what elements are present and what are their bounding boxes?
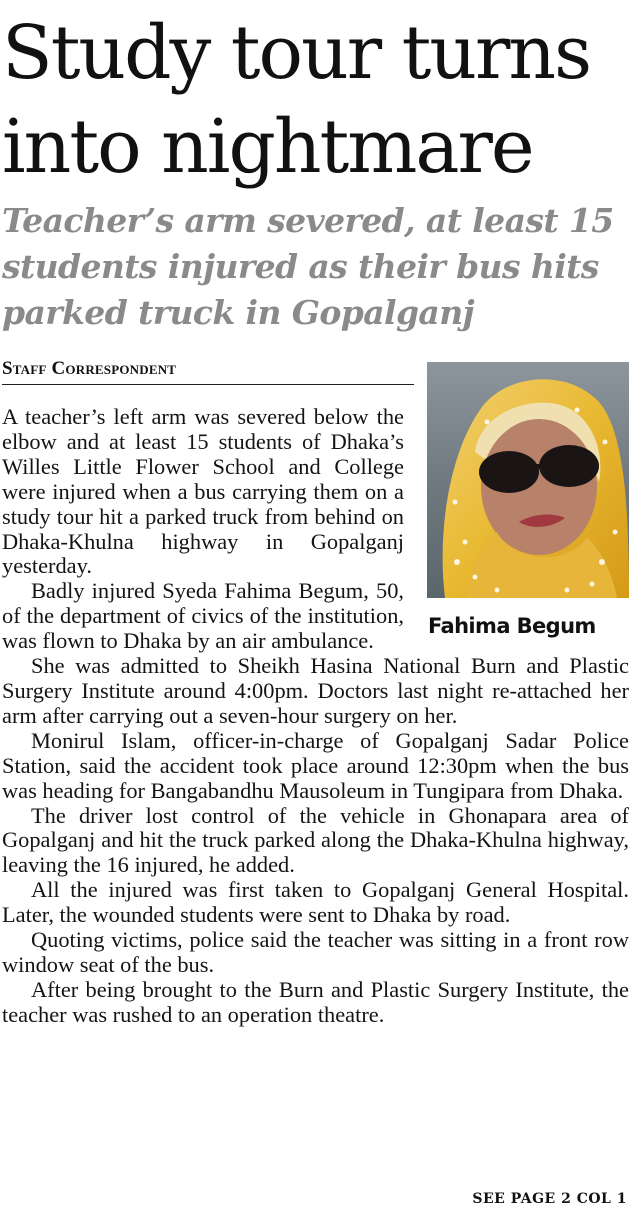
photo-caption: Fahima Begum	[428, 614, 596, 638]
paragraph: A teacher’s left arm was severed below the elbow and at least 15 students of Dhaka’s Willes Little Flower School and College were injured when a bus carrying them on a study tour hit a parked truck from behind on Dhaka-Khulna highway in Gopalganj yesterday.	[2, 404, 404, 579]
paragraph: Quoting victims, police said the teacher was sitting in a front row window seat of the bus.	[2, 927, 629, 977]
continued-on-page-link[interactable]: SEE PAGE 2 COL 1	[472, 1191, 627, 1207]
headline: Study tour turns into nightmare	[2, 10, 591, 190]
article-body	[2, 405, 629, 1028]
paragraph: Badly injured Syeda Fahima Begum, 50, of the department of civics of the institution, was flown to Dhaka by an air ambulance.	[2, 578, 404, 654]
paragraph: She was admitted to Sheikh Hasina National Burn and Plastic Surgery Institute around 4:00pm. Doctors last night re-attached her arm after carrying out a seven-hour surgery on her.	[2, 653, 629, 728]
byline: Staff Correspondent	[2, 358, 414, 385]
paragraph: Monirul Islam, officer-in-charge of Gopalganj Sadar Police Station, said the accident took place around 12:30pm when the bus was heading for Bangabandhu Mausoleum in Tungipara from Dhaka.	[2, 727, 629, 803]
paragraph: All the injured was first taken to Gopalganj General Hospital. Later, the wounded students were sent to Dhaka by road.	[2, 877, 629, 928]
subheadline: Teacher’s arm severed, at least 15 students injured as their bus hits parked truck in Gopalganj	[2, 201, 614, 332]
paragraph: The driver lost control of the vehicle in Ghonapara area of Gopalganj and hit the truck parked along the Dhaka-Khulna highway, leaving the 16 injured, he added.	[2, 802, 629, 878]
paragraph: After being brought to the Burn and Plastic Surgery Institute, the teacher was rushed to an operation theatre.	[2, 976, 629, 1027]
photo-space	[414, 405, 629, 648]
